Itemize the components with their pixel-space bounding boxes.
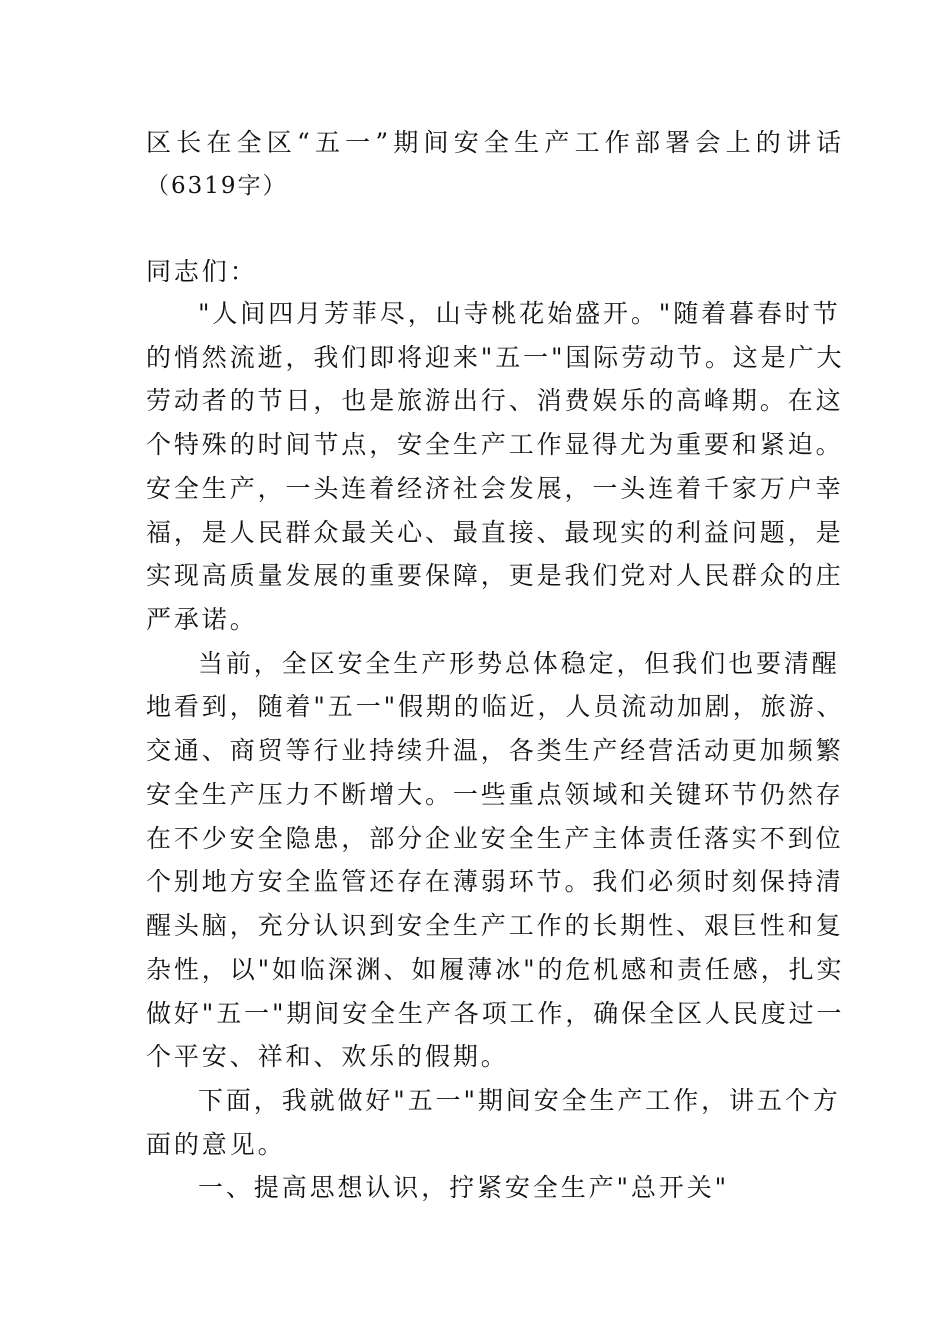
salutation: 同志们： (146, 257, 258, 286)
paragraph-line: 个别地方安全监管还存在薄弱环节。我们必须时刻保持清 (146, 867, 844, 896)
paragraph-line: 杂性，以"如临深渊、如履薄冰"的危机感和责任感，扎实 (146, 955, 845, 984)
paragraph-line: 做好"五一"期间安全生产各项工作，确保全区人民度过一 (146, 999, 845, 1028)
paragraph-line: 劳动者的节日，也是旅游出行、消费娱乐的高峰期。在这 (146, 386, 844, 415)
paragraph-line: 安全生产压力不断增大。一些重点领域和关键环节仍然存 (146, 780, 844, 809)
paragraph-line: 下面，我就做好"五一"期间安全生产工作，讲五个方 (198, 1086, 841, 1115)
paragraph-line: 当前，全区安全生产形势总体稳定，但我们也要清醒 (198, 649, 840, 678)
paragraph-line: 福，是人民群众最关心、最直接、最现实的利益问题，是 (146, 518, 844, 547)
paragraph-line: 面的意见。 (146, 1130, 286, 1159)
paragraph-line: 地看到，随着"五一"假期的临近，人员流动加剧，旅游、 (146, 692, 845, 721)
paragraph-line: 严承诺。 (146, 605, 258, 634)
paragraph-line: 安全生产，一头连着经济社会发展，一头连着千家万户幸 (146, 474, 844, 503)
paragraph-line: 个平安、祥和、欢乐的假期。 (146, 1042, 509, 1071)
paragraph-line: "人间四月芳菲尽，山寺桃花始盛开。"随着暮春时节 (198, 299, 841, 328)
paragraph-line: 在不少安全隐患，部分企业安全生产主体责任落实不到位 (146, 824, 844, 853)
section-heading: 一、提高思想认识，拧紧安全生产"总开关" (198, 1173, 729, 1202)
paragraph-line: 实现高质量发展的重要保障，更是我们党对人民群众的庄 (146, 561, 844, 590)
paragraph-line: 交通、商贸等行业持续升温，各类生产经营活动更加频繁 (146, 736, 844, 765)
paragraph-line: 个特殊的时间节点，安全生产工作显得尤为重要和紧迫。 (146, 430, 844, 459)
paragraph-line: 的悄然流逝，我们即将迎来"五一"国际劳动节。这是广大 (146, 343, 845, 372)
document-title-line-1: 区长在全区“五一”期间安全生产工作部署会上的讲话 (146, 128, 847, 157)
document-title-line-2: （6319字） (146, 173, 288, 199)
paragraph-line: 醒头脑，充分认识到安全生产工作的长期性、艰巨性和复 (146, 911, 844, 940)
